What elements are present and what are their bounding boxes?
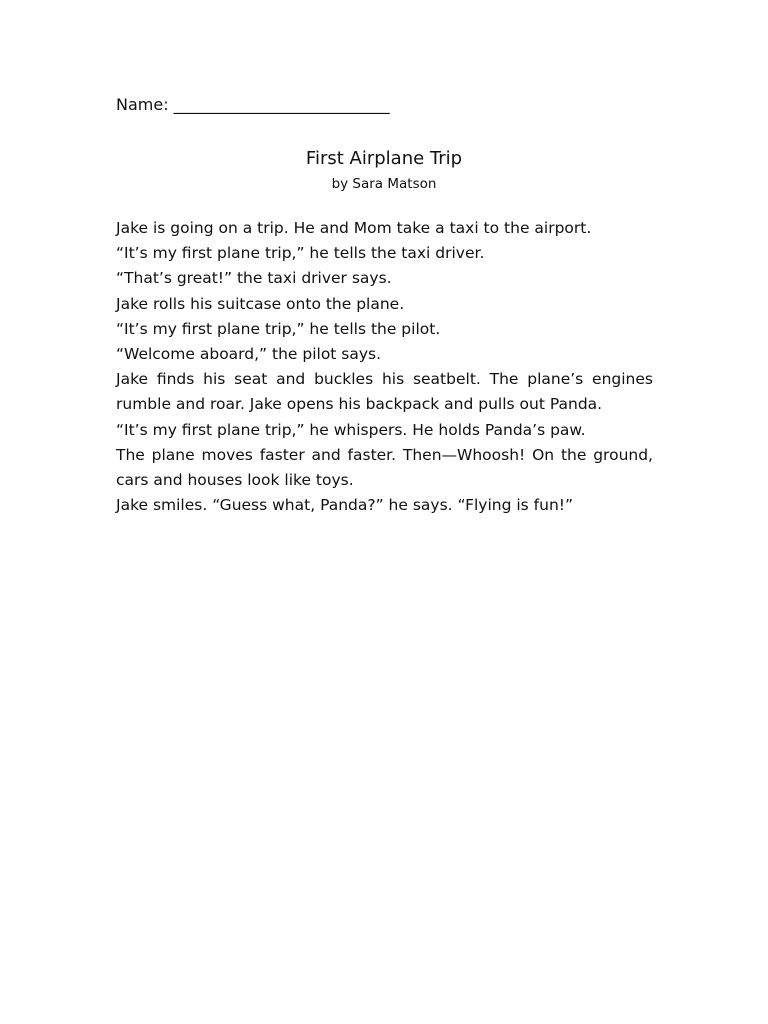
story-paragraph: “Welcome aboard,” the pilot says. (116, 345, 382, 364)
story-paragraph: Jake is going on a trip. He and Mom take a taxi to the airport. (116, 219, 592, 237)
story-paragraph: Jake smiles. “Guess what, Panda?” he says. “Flying is fun!” (116, 496, 574, 515)
story-title: First Airplane Trip (305, 148, 463, 169)
story-paragraph: “That’s great!” the taxi driver says. (116, 269, 392, 288)
story-paragraph: Jake rolls his suitcase onto the plane. (116, 294, 405, 313)
story-byline: by Sara Matson (331, 176, 437, 192)
story-paragraph: The plane moves faster and faster. Then—Whoosh! On the ground, cars and houses look like toys. (116, 445, 653, 490)
story-paragraph: Jake finds his seat and buckles his seatbelt. The plane’s engines rumble and roar. Jake opens his backpack and pulls out Panda. (116, 370, 653, 414)
story-paragraph: “It’s my first plane trip,” he tells the taxi driver. (116, 244, 485, 263)
story-body (116, 216, 653, 518)
name-field-label: Name: ___________________________ (116, 95, 390, 114)
story-paragraph: “It’s my first plane trip,” he whispers. He holds Panda’s paw. (116, 420, 586, 439)
story-paragraph: “It’s my first plane trip,” he tells the pilot. (116, 319, 441, 338)
